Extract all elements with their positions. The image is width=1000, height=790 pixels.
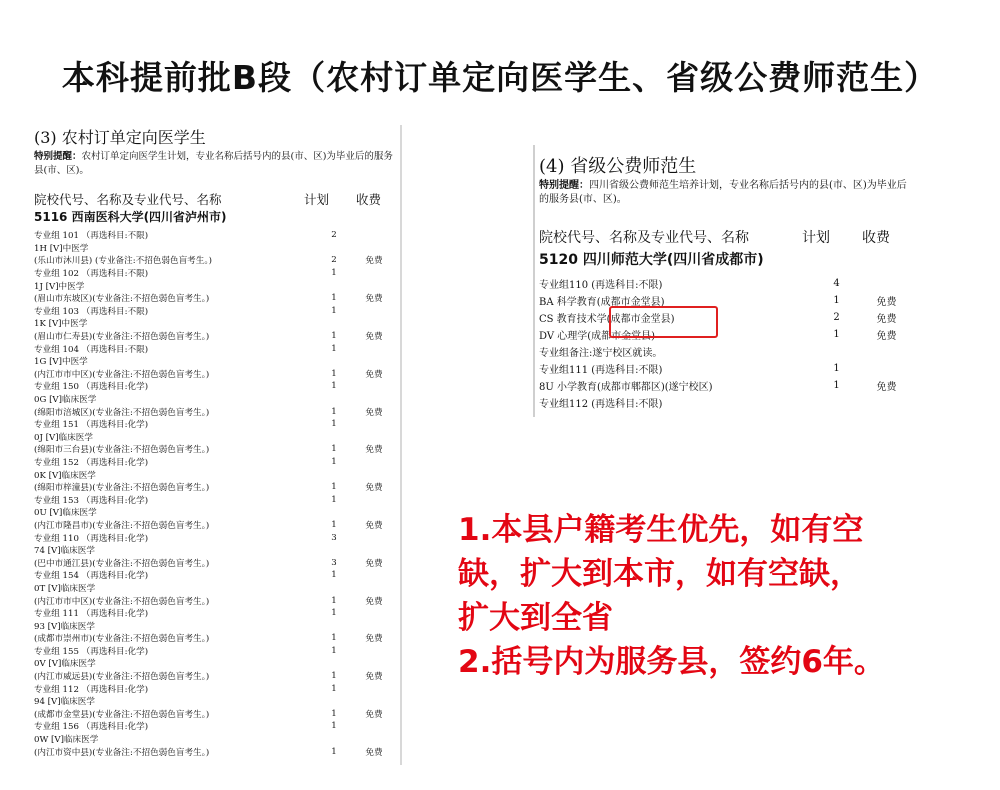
row-text: 1K [V]中医学: [34, 319, 88, 330]
row-text: (眉山市东坡区)(专业备注:不招色弱色盲考生。): [34, 294, 210, 305]
row-text: 74 [V]临床医学: [34, 546, 95, 557]
catalog-row: [535, 292, 918, 309]
row-text: 0W [V]临床医学: [34, 735, 99, 746]
row-plan: 1: [331, 595, 337, 606]
catalog-row: [30, 267, 400, 280]
catalog-row: [30, 632, 400, 645]
row-fee: 免费: [365, 369, 383, 380]
catalog-row: [30, 544, 400, 557]
catalog-row: [30, 279, 400, 292]
row-plan: 1: [331, 343, 337, 354]
row-text: DV 心理学(成都市金堂县): [539, 331, 656, 342]
row-text: 93 [V]临床医学: [34, 621, 95, 632]
row-text: 专业组 150 （再选科目:化学): [34, 382, 149, 393]
row-fee: 免费: [365, 294, 383, 305]
row-plan: 1: [833, 329, 840, 340]
col-plan-header: 计划: [304, 192, 330, 207]
catalog-row: [30, 330, 400, 343]
catalog-row: [30, 519, 400, 532]
row-fee: 免费: [365, 332, 383, 343]
catalog-row: [30, 493, 400, 506]
row-fee: 免费: [876, 382, 897, 393]
catalog-row: [30, 229, 400, 242]
catalog-row: [30, 242, 400, 255]
row-plan: 1: [331, 570, 337, 581]
catalog-row: [30, 708, 400, 721]
row-plan: 1: [833, 363, 840, 374]
row-fee: 免费: [365, 445, 383, 456]
row-text: 专业组备注:遂宁校区就读。: [539, 348, 663, 359]
catalog-row: [30, 531, 400, 544]
catalog-row: [30, 342, 400, 355]
row-text: (内江市威远县)(专业备注:不招色弱色盲考生。): [34, 672, 210, 683]
col-plan-header: 计划: [802, 230, 830, 246]
row-text: 专业组 156 （再选科目:化学): [34, 722, 149, 733]
row-text: CS 教育技术学(成都市金堂县): [539, 314, 675, 325]
row-text: (成都市崇州市)(专业备注:不招色弱色盲考生。): [34, 634, 210, 645]
row-plan: 1: [331, 305, 337, 316]
row-plan: 1: [331, 419, 337, 430]
row-text: 专业组 101 （再选科目:不限): [34, 231, 149, 242]
col-fee-header: 收费: [356, 192, 382, 207]
row-fee: 免费: [365, 672, 383, 683]
row-plan: 1: [331, 381, 337, 392]
catalog-row: [30, 506, 400, 519]
row-fee: 免费: [365, 256, 383, 267]
row-plan: 3: [331, 557, 337, 568]
row-plan: 1: [331, 519, 337, 530]
school-name: 5116 西南医科大学(四川省泸州市): [34, 210, 227, 224]
row-text: 专业组110 (再选科目:不限): [539, 280, 663, 291]
catalog-row: [30, 317, 400, 330]
row-plan: 1: [331, 494, 337, 505]
catalog-row: [30, 607, 400, 620]
row-text: (眉山市仁寿县)(专业备注:不招色弱色盲考生。): [34, 332, 210, 343]
catalog-row: [30, 594, 400, 607]
row-text: 专业组 151 （再选科目:化学): [34, 420, 149, 431]
row-text: (乐山市沐川县) (专业备注:不招色弱色盲考生。): [34, 256, 213, 267]
row-text: (内江市市中区)(专业备注:不招色弱色盲考生。): [34, 596, 210, 607]
red-annotation: [458, 508, 998, 684]
catalog-row: [30, 292, 400, 305]
row-text: 94 [V]临床医学: [34, 697, 95, 708]
catalog-row: [30, 456, 400, 469]
catalog-row: [30, 305, 400, 318]
notice-text: 农村订单定向医学生计划，专业名称后括号内的县(市、区)为毕业后的服务县(市、区)。: [34, 151, 393, 176]
note-line-3: 扩大到全省: [458, 600, 613, 636]
row-text: 专业组 112 （再选科目:化学): [34, 684, 149, 695]
row-text: (绵阳市梓潼县)(专业备注:不招色弱色盲考生。): [34, 483, 210, 494]
row-plan: 1: [331, 633, 337, 644]
row-plan: 1: [331, 645, 337, 656]
section-heading: (4) 省级公费师范生: [539, 156, 697, 177]
row-text: 0G [V]临床医学: [34, 395, 97, 406]
catalog-rows: [535, 275, 918, 411]
row-text: (成都市金堂县)(专业备注:不招色弱色盲考生。): [34, 709, 210, 720]
catalog-row: [535, 377, 918, 394]
catalog-row: [535, 326, 918, 343]
row-plan: 1: [331, 708, 337, 719]
catalog-row: [535, 360, 918, 377]
row-plan: 1: [331, 608, 337, 619]
row-plan: 4: [833, 278, 840, 289]
row-text: 专业组 104 （再选科目:不限): [34, 344, 149, 355]
row-plan: 2: [331, 230, 337, 241]
special-notice: [539, 179, 916, 207]
catalog-row: [30, 481, 400, 494]
catalog-row: [535, 343, 918, 360]
catalog-row: [30, 645, 400, 658]
row-fee: 免费: [876, 331, 897, 342]
row-text: 专业组 155 （再选科目:化学): [34, 646, 149, 657]
row-fee: 免费: [365, 747, 383, 758]
catalog-row: [30, 418, 400, 431]
catalog-row: [30, 619, 400, 632]
catalog-row: [30, 582, 400, 595]
row-text: 专业组 102 （再选科目:不限): [34, 269, 149, 280]
row-plan: 1: [331, 721, 337, 732]
row-text: 1H [V]中医学: [34, 243, 89, 254]
catalog-row: [535, 394, 918, 411]
row-text: 0J [V]临床医学: [34, 432, 93, 443]
catalog-row: [30, 443, 400, 456]
row-text: (内江市市中区)(专业备注:不招色弱色盲考生。): [34, 369, 210, 380]
catalog-row: [30, 355, 400, 368]
row-text: 专业组 154 （再选科目:化学): [34, 571, 149, 582]
row-text: (绵阳市涪城区)(专业备注:不招色弱色盲考生。): [34, 407, 210, 418]
catalog-row: [30, 745, 400, 758]
catalog-row: [30, 431, 400, 444]
row-text: (绵阳市三台县)(专业备注:不招色弱色盲考生。): [34, 445, 210, 456]
note-line-1: 1.本县户籍考生优先，如有空: [458, 512, 864, 548]
column-header: [34, 190, 400, 208]
row-fee: 免费: [876, 314, 897, 325]
slide-title: 本科提前批B段（农村订单定向医学生、省级公费师范生）: [61, 58, 939, 97]
row-plan: 3: [331, 532, 337, 543]
section-heading: (3) 农村订单定向医学生: [34, 128, 206, 147]
catalog-row: [30, 468, 400, 481]
row-fee: 免费: [365, 558, 383, 569]
row-text: 专业组111 (再选科目:不限): [539, 365, 663, 376]
row-fee: 免费: [876, 297, 897, 308]
catalog-row: [30, 380, 400, 393]
catalog-row: [30, 556, 400, 569]
row-text: 专业组 110 （再选科目:化学): [34, 533, 149, 544]
catalog-row: [30, 670, 400, 683]
row-plan: 1: [331, 368, 337, 379]
row-plan: 1: [331, 444, 337, 455]
row-text: 专业组112 (再选科目:不限): [539, 399, 663, 410]
catalog-row: [30, 720, 400, 733]
catalog-row: [30, 733, 400, 746]
col-name-header: 院校代号、名称及专业代号、名称: [539, 230, 749, 246]
catalog-row: [535, 275, 918, 292]
col-name-header: 院校代号、名称及专业代号、名称: [34, 192, 222, 207]
special-notice: [34, 150, 398, 178]
row-text: 8U 小学教育(成都市郫都区)(遂宁校区): [539, 382, 713, 393]
row-fee: 免费: [365, 709, 383, 720]
row-text: (内江市资中县)(专业备注:不招色弱色盲考生。): [34, 747, 210, 758]
row-fee: 免费: [365, 483, 383, 494]
row-plan: 1: [331, 293, 337, 304]
row-plan: 1: [331, 671, 337, 682]
catalog-row: [30, 569, 400, 582]
column-header: [539, 227, 918, 247]
catalog-row: [30, 393, 400, 406]
highlight-box: [609, 306, 718, 338]
row-plan: 1: [833, 380, 840, 391]
row-plan: 2: [331, 255, 337, 266]
row-fee: 免费: [365, 520, 383, 531]
row-plan: 1: [331, 406, 337, 417]
catalog-row: [30, 657, 400, 670]
right-catalog-scan: [533, 145, 918, 417]
note-line-4: 2.括号内为服务县，签约6年。: [458, 644, 885, 680]
notice-text: 四川省级公费师范生培养计划，专业名称后括号内的县(市、区)为毕业后的服务县(市、区)。: [539, 180, 907, 205]
row-plan: 1: [331, 683, 337, 694]
row-plan: 2: [833, 312, 840, 323]
catalog-row: [30, 254, 400, 267]
row-plan: 1: [331, 268, 337, 279]
left-catalog-scan: [30, 125, 402, 765]
catalog-row: [30, 682, 400, 695]
row-plan: 1: [331, 331, 337, 342]
row-text: 1G [V]中医学: [34, 357, 88, 368]
row-text: 0K [V]临床医学: [34, 470, 96, 481]
catalog-rows: [30, 229, 400, 758]
row-plan: 1: [833, 295, 840, 306]
catalog-row: [30, 695, 400, 708]
row-plan: 1: [331, 456, 337, 467]
notice-label: 特别提醒：: [539, 180, 589, 191]
school-name: 5120 四川师范大学(四川省成都市): [539, 252, 764, 268]
note-line-2: 缺，扩大到本市，如有空缺，: [458, 556, 861, 592]
row-text: 专业组 152 （再选科目:化学): [34, 457, 149, 468]
row-fee: 免费: [365, 634, 383, 645]
catalog-row: [30, 405, 400, 418]
row-text: 0U [V]临床医学: [34, 508, 97, 519]
row-text: 0T [V]临床医学: [34, 583, 96, 594]
catalog-row: [535, 309, 918, 326]
row-text: (内江市隆昌市)(专业备注:不招色弱色盲考生。): [34, 520, 210, 531]
col-fee-header: 收费: [862, 230, 890, 246]
catalog-row: [30, 368, 400, 381]
notice-label: 特别提醒：: [34, 151, 82, 162]
row-text: 专业组 153 （再选科目:化学): [34, 495, 149, 506]
row-text: 专业组 103 （再选科目:不限): [34, 306, 149, 317]
row-text: BA 科学教育(成都市金堂县): [539, 297, 665, 308]
row-plan: 1: [331, 746, 337, 757]
row-fee: 免费: [365, 407, 383, 418]
row-fee: 免费: [365, 596, 383, 607]
row-text: 1J [V]中医学: [34, 281, 85, 292]
row-plan: 1: [331, 482, 337, 493]
row-text: 0V [V]临床医学: [34, 659, 96, 670]
row-text: (巴中市通江县)(专业备注:不招色弱色盲考生。): [34, 558, 210, 569]
row-text: 专业组 111 （再选科目:化学): [34, 609, 149, 620]
